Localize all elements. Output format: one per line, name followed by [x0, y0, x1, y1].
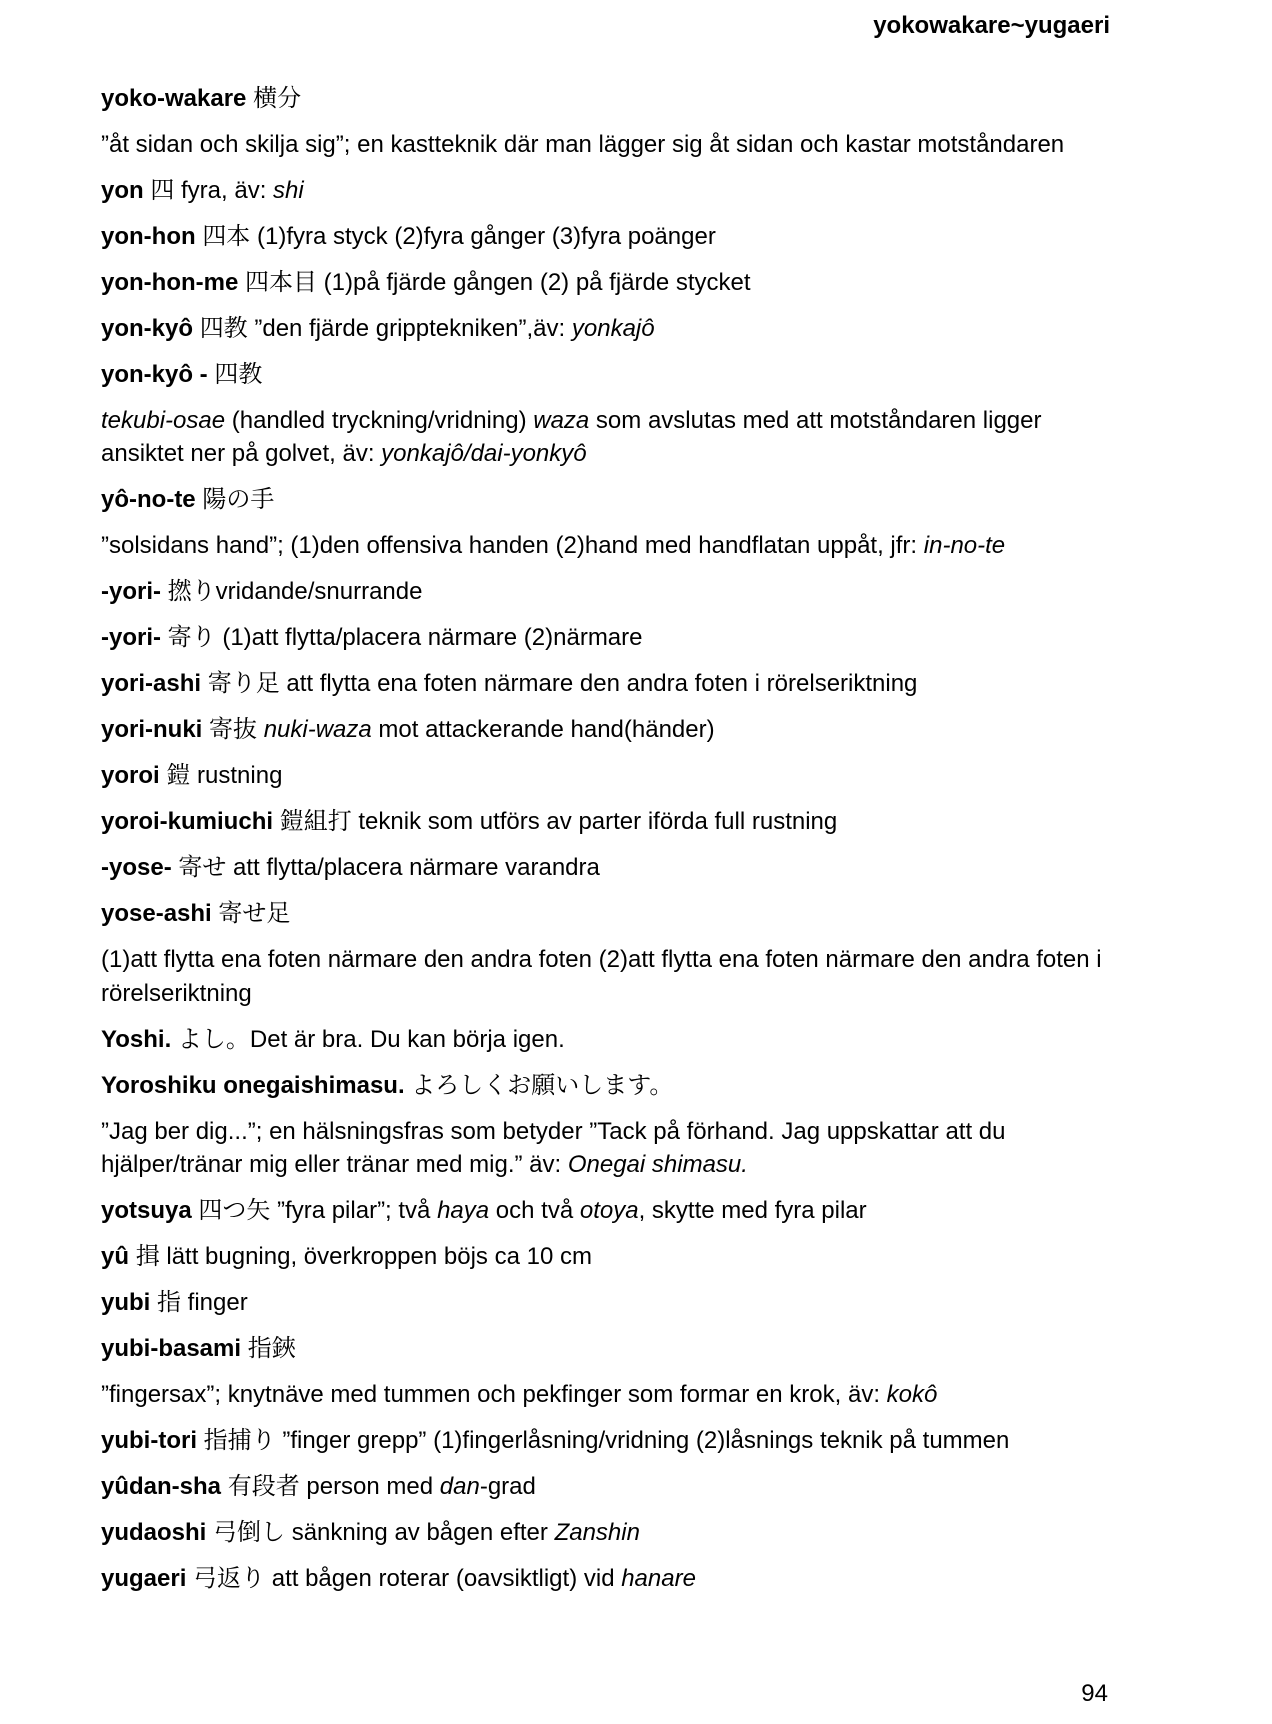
entry-text: att bågen roterar (oavsiktligt) vid: [265, 1565, 622, 1593]
entry-term: yubi-tori: [101, 1427, 197, 1455]
italic-term: in-no-te: [923, 532, 1006, 560]
entry-kanji: 寄り: [167, 623, 216, 652]
entry-kanji: よろしくお願いします。: [411, 1070, 674, 1099]
entry-text: , skytte med fyra pilar: [638, 1197, 867, 1225]
entry-text: finger: [181, 1289, 248, 1317]
entry-kanji: 四本: [202, 221, 251, 250]
italic-term: nuki-waza: [263, 716, 372, 744]
italic-term: yonkajô/dai-yonkyô: [381, 440, 587, 468]
entry-term: yori-nuki: [101, 716, 203, 744]
entry-term: yon-hon: [101, 222, 196, 250]
entry-text: ”fingersax”; knytnäve med tummen och pekfinger som formar en krok, äv:: [101, 1381, 887, 1409]
entry-kanji: 撚り: [167, 577, 216, 606]
italic-term: kokô: [886, 1381, 938, 1409]
entry-term: yon-kyô: [101, 314, 194, 342]
entry-kanji: 指: [157, 1288, 182, 1317]
entry-term: yon-hon-me: [101, 268, 239, 296]
entry-kanji: 四: [150, 175, 175, 204]
dictionary-entry: [101, 1194, 1111, 1228]
dictionary-entry: [101, 266, 1111, 300]
entry-list: [101, 82, 1111, 1608]
entry-term: yû: [101, 1243, 130, 1271]
entry-kanji: 指鋏: [247, 1334, 296, 1363]
dictionary-entry: [101, 851, 1111, 885]
entry-kanji: 鎧: [166, 761, 191, 790]
entry-text: sänkning av bågen efter: [285, 1519, 555, 1547]
entry-text: ”solsidans hand”; (1)den offensiva handen (2)hand med handflatan uppåt, jfr:: [101, 532, 924, 560]
italic-term: Zanshin: [554, 1519, 640, 1547]
entry-kanji: 陽の手: [202, 485, 275, 514]
entry-text: -grad: [479, 1473, 536, 1501]
dictionary-entry: [101, 483, 1111, 517]
dictionary-entry: [101, 174, 1111, 208]
italic-term: dan: [439, 1473, 480, 1501]
entry-kanji: よし。: [177, 1024, 250, 1053]
entry-term: yubi: [101, 1289, 151, 1317]
entry-term: yûdan-sha: [101, 1473, 222, 1501]
entry-text: ”den fjärde gripptekniken”,äv:: [247, 314, 572, 342]
entry-term: yotsuya: [101, 1197, 192, 1225]
entry-term: yori-ashi: [101, 670, 202, 698]
entry-text: (1)att flytta/placera närmare (2)närmare: [215, 624, 643, 652]
entry-text: mot attackerande hand(händer): [371, 716, 715, 744]
entry-kanji: 弓倒し: [213, 1518, 286, 1547]
entry-term: yugaeri: [101, 1565, 187, 1593]
dictionary-entry: [101, 1332, 1111, 1366]
entry-text: (1)på fjärde gången (2) på fjärde stycket: [317, 268, 751, 296]
entry-text: (1)fyra styck (2)fyra gånger (3)fyra poänger: [250, 222, 716, 250]
dictionary-entry: [101, 220, 1111, 254]
entry-kanji: 寄せ足: [218, 899, 291, 928]
entry-text: teknik som utförs av parter iförda full rustning: [351, 808, 838, 836]
entry-kanji: 寄り足: [207, 669, 280, 698]
entry-kanji: 寄せ: [178, 853, 227, 882]
entry-text: som avslutas med att motståndaren ligger ansiktet ner på golvet, äv:: [101, 406, 1042, 468]
entry-term: -yori-: [101, 578, 161, 606]
entry-term: -yose-: [101, 854, 172, 882]
entry-term: Yoshi.: [101, 1025, 172, 1053]
dictionary-entry: [101, 312, 1111, 346]
entry-term: yoroi: [101, 762, 160, 790]
entry-text: lätt bugning, överkroppen böjs ca 10 cm: [159, 1243, 592, 1271]
dictionary-entry: [101, 1470, 1111, 1504]
italic-term: haya: [437, 1197, 490, 1225]
entry-kanji: 有段者: [227, 1472, 300, 1501]
entry-definition: [101, 943, 1111, 1010]
dictionary-entry: [101, 82, 1111, 116]
entry-definition: [101, 404, 1111, 471]
entry-kanji: 寄抜: [209, 715, 258, 744]
dictionary-entry: [101, 575, 1111, 609]
entry-term: yon-kyô -: [101, 360, 208, 388]
entry-kanji: 四つ矢: [198, 1196, 271, 1225]
entry-term: yon: [101, 176, 144, 204]
entry-text: och två: [489, 1197, 580, 1225]
entry-text: att flytta/placera närmare varandra: [226, 854, 600, 882]
entry-text: Det är bra. Du kan börja igen.: [249, 1025, 565, 1053]
dictionary-entry: [101, 621, 1111, 655]
italic-term: waza: [533, 406, 590, 434]
dictionary-entry: [101, 1286, 1111, 1320]
italic-term: hanare: [621, 1565, 696, 1593]
entry-text: (1)att flytta ena foten närmare den andra foten (2)att flytta ena foten närmare den andra foten i rörelseriktning: [101, 946, 1102, 1007]
entry-text: ”fyra pilar”; två: [270, 1197, 438, 1225]
entry-text: ”Jag ber dig...”; en hälsningsfras som betyder ”Tack på förhand. Jag uppskattar att du hjälper/tränar mig eller tränar med mig.” äv:: [101, 1117, 1006, 1179]
dictionary-entry: [101, 897, 1111, 931]
dictionary-entry: [101, 805, 1111, 839]
entry-kanji: 横分: [253, 84, 302, 112]
entry-text: ”åt sidan och skilja sig”; en kastteknik där man lägger sig åt sidan och kastar motståndaren: [101, 130, 1065, 158]
italic-term: Onegai shimasu.: [567, 1151, 748, 1179]
entry-definition: [101, 529, 1111, 563]
entry-term: yose-ashi: [101, 900, 212, 928]
dictionary-entry: [101, 1516, 1111, 1550]
entry-kanji: 四教: [214, 359, 263, 388]
entry-text: (handled tryckning/vridning): [225, 406, 534, 434]
entry-kanji: 指捕り: [203, 1426, 276, 1455]
entry-kanji: 四教: [199, 313, 248, 342]
dictionary-entry: [101, 1562, 1111, 1596]
italic-term: yonkajô: [571, 314, 655, 342]
entry-term: yô-no-te: [101, 486, 196, 514]
dictionary-entry: [101, 1240, 1111, 1274]
dictionary-entry: [101, 759, 1111, 793]
entry-kanji: 鎧組打: [279, 807, 352, 836]
entry-kanji: 弓返り: [193, 1564, 266, 1593]
italic-term: otoya: [579, 1197, 639, 1225]
italic-term: shi: [273, 176, 304, 204]
entry-definition: [101, 128, 1111, 162]
entry-term: Yoroshiku onegaishimasu.: [101, 1071, 405, 1099]
entry-definition: [101, 1378, 1111, 1412]
entry-text: vridande/snurrande: [215, 578, 423, 606]
entry-term: yoroi-kumiuchi: [101, 808, 274, 836]
entry-kanji: 四本目: [245, 267, 317, 296]
dictionary-entry: [101, 358, 1111, 392]
dictionary-entry: [101, 667, 1111, 701]
entry-text: person med: [299, 1473, 440, 1501]
entry-term: yubi-basami: [101, 1335, 242, 1363]
running-head: yokowakare~yugaeri: [873, 12, 1110, 39]
entry-kanji: 揖: [135, 1242, 160, 1271]
entry-text: att flytta ena foten närmare den andra foten i rörelseriktning: [279, 670, 918, 698]
entry-term: yoko-wakare: [101, 85, 247, 112]
entry-text: fyra, äv:: [174, 176, 274, 204]
dictionary-entry: [101, 1424, 1111, 1458]
entry-term: -yori-: [101, 624, 161, 652]
dictionary-entry: [101, 1069, 1111, 1103]
page-number: 94: [1081, 1680, 1108, 1707]
entry-text: ”finger grepp” (1)fingerlåsning/vridning (2)låsnings teknik på tummen: [275, 1427, 1010, 1455]
entry-text: rustning: [190, 762, 283, 790]
entry-text: [257, 716, 264, 743]
italic-term: tekubi-osae: [101, 406, 226, 434]
dictionary-entry: [101, 1023, 1111, 1057]
dictionary-entry: [101, 713, 1111, 747]
entry-definition: [101, 1115, 1111, 1182]
entry-term: yudaoshi: [101, 1519, 207, 1547]
